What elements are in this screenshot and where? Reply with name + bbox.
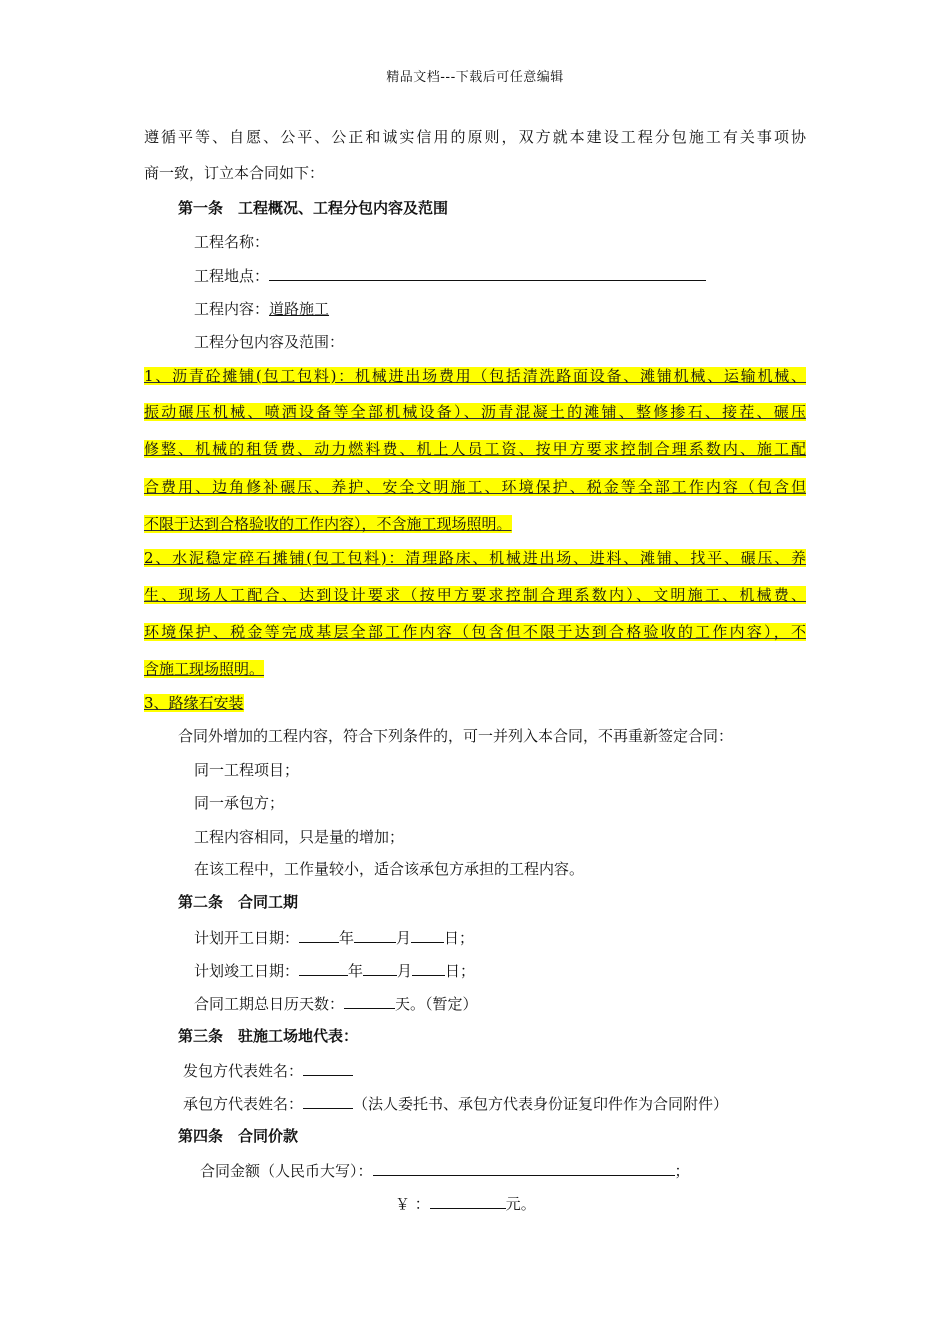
project-location-blank — [269, 265, 706, 281]
project-content-row — [194, 299, 329, 319]
scope-label: 工程分包内容及范围： — [194, 333, 345, 351]
page-header: 精品文档---下载后可任意编辑 — [386, 70, 564, 85]
item2-line: 2、水泥稳定碎石摊铺(包工包料)：清理路床、机械进出场、进料、滩铺、找平、碾压、养 — [144, 549, 806, 567]
intro-line-1: 遵循平等、自愿、公平、公正和诚实信用的原则，双方就本建设工程分包施工有关事项协 — [144, 128, 806, 146]
issuer-rep-label: 发包方代表姓名： — [183, 1062, 304, 1080]
issuer-rep-blank — [303, 1060, 353, 1076]
amount-end: ； — [674, 1162, 690, 1180]
item3-line: 3、路缘石安装 — [144, 694, 244, 712]
total-days-label: 合同工期总日历天数： — [194, 995, 345, 1013]
project-content-value: 道路施工 — [269, 300, 330, 318]
article4-title: 第四条 合同价款 — [178, 1127, 299, 1145]
amount-label: 合同金额（人民币大写）： — [200, 1162, 373, 1180]
day-label: 日； — [444, 929, 475, 947]
item2-line: 生、现场人工配合、达到设计要求（按甲方要求控制合理系数内）、文明施工、机械费、 — [144, 586, 806, 604]
project-name-label: 工程名称： — [194, 233, 270, 251]
year-label: 年 — [339, 929, 355, 947]
month-label: 月 — [397, 962, 413, 980]
total-days-blank — [344, 993, 395, 1009]
condition-3: 工程内容相同，只是量的增加； — [194, 828, 405, 846]
start-day-blank — [411, 927, 444, 943]
month-label: 月 — [396, 929, 412, 947]
contractor-rep-note: （法人委托书、承包方代表身份证复印件作为合同附件） — [353, 1095, 729, 1113]
extra-content-intro: 合同外增加的工程内容，符合下列条件的，可一并列入本合同，不再重新签定合同： — [178, 727, 734, 745]
yen-blank — [430, 1193, 506, 1209]
start-date-label: 计划开工日期： — [194, 929, 300, 947]
yen-suffix: 元。 — [505, 1195, 536, 1213]
contractor-rep-row — [183, 1093, 728, 1114]
end-year-blank — [299, 960, 348, 976]
project-content-label: 工程内容： — [194, 300, 270, 318]
start-date-row — [194, 927, 474, 948]
total-days-suffix: 天。（暂定） — [395, 995, 478, 1013]
condition-4: 在该工程中，工作量较小，适合该承包方承担的工程内容。 — [194, 860, 585, 878]
start-year-blank — [299, 927, 339, 943]
item1-line: 修整、机械的租赁费、动力燃料费、机上人员工资、按甲方要求控制合理系数内、施工配 — [144, 440, 806, 458]
project-location-label: 工程地点： — [194, 267, 270, 285]
item2-line: 含施工现场照明。 — [144, 660, 265, 678]
day-label: 日； — [445, 962, 476, 980]
yen-label: ￥ ： — [395, 1195, 430, 1213]
end-date-label: 计划竣工日期： — [194, 962, 300, 980]
intro-line-2: 商一致，订立本合同如下： — [144, 164, 325, 182]
amount-row — [200, 1160, 690, 1181]
condition-2: 同一承包方； — [194, 794, 285, 812]
end-month-blank — [363, 960, 397, 976]
start-month-blank — [354, 927, 396, 943]
item1-line: 合费用、边角修补碾压、养护、安全文明施工、环境保护、税金等全部工作内容（包含但 — [144, 478, 806, 496]
item1-line: 1、沥青砼摊铺(包工包料)：机械进出场费用（包括清洗路面设备、滩铺机械、运输机械、 — [144, 367, 806, 385]
article3-title: 第三条 驻施工场地代表： — [178, 1027, 359, 1045]
article2-title: 第二条 合同工期 — [178, 893, 299, 911]
amount-blank — [373, 1160, 675, 1176]
item2-line: 环境保护、税金等完成基层全部工作内容（包含但不限于达到合格验收的工作内容），不 — [144, 623, 806, 641]
article1-title: 第一条 工程概况、工程分包内容及范围 — [178, 199, 449, 217]
issuer-rep-row — [183, 1060, 353, 1081]
project-location-row — [194, 265, 706, 286]
contractor-rep-label: 承包方代表姓名： — [183, 1095, 304, 1113]
item1-line: 振动碾压机械、喷洒设备等全部机械设备）、沥青混凝土的滩铺、整修掺石、接茬、碾压 — [144, 403, 806, 421]
end-day-blank — [412, 960, 445, 976]
total-days-row — [194, 993, 478, 1014]
item1-line: 不限于达到合格验收的工作内容），不含施工现场照明。 — [144, 515, 512, 533]
yen-row — [395, 1193, 536, 1214]
end-date-row — [194, 960, 475, 981]
condition-1: 同一工程项目； — [194, 761, 300, 779]
year-label: 年 — [348, 962, 364, 980]
contractor-rep-blank — [303, 1093, 353, 1109]
